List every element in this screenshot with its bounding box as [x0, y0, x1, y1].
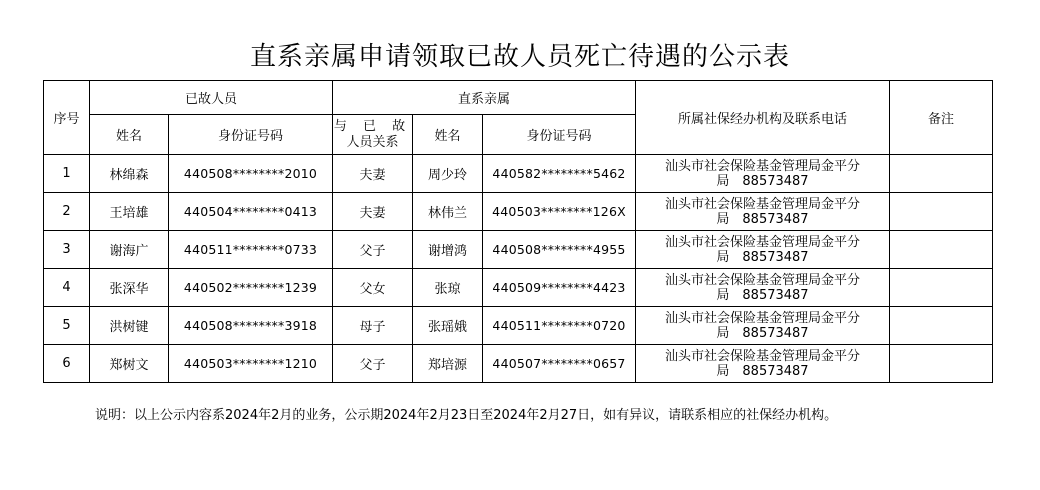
- cell-remark: [890, 155, 993, 193]
- cell-deceased-name: 林绵森: [90, 155, 169, 193]
- cell-relative-id: 440503********126X: [483, 193, 636, 231]
- table-row: [44, 193, 993, 231]
- cell-relation: 母子: [333, 307, 413, 345]
- cell-relation: 父女: [333, 269, 413, 307]
- header-relation: [333, 115, 413, 155]
- org-phone-line: 局 88573487: [716, 211, 809, 227]
- cell-relative-id: 440507********0657: [483, 345, 636, 383]
- org-phone-line: 局 88573487: [716, 363, 809, 379]
- table-row: [44, 231, 993, 269]
- cell-seq: 3: [44, 231, 90, 269]
- cell-relative-name: 张瑶娥: [413, 307, 483, 345]
- header-relative-id: 身份证号码: [483, 115, 636, 155]
- cell-deceased-name: 张深华: [90, 269, 169, 307]
- table-row: [44, 155, 993, 193]
- cell-org-phone: [636, 269, 890, 307]
- cell-remark: [890, 345, 993, 383]
- document-title: 直系亲属申请领取已故人员死亡待遇的公示表: [249, 42, 790, 72]
- cell-relative-name: 谢增鸿: [413, 231, 483, 269]
- cell-remark: [890, 231, 993, 269]
- cell-relative-name: 郑培源: [413, 345, 483, 383]
- cell-deceased-id: 440508********2010: [169, 155, 333, 193]
- org-name-line: 汕头市社会保险基金管理局金平分: [664, 196, 860, 212]
- cell-relation: 夫妻: [333, 193, 413, 231]
- cell-relative-id: 440508********4955: [483, 231, 636, 269]
- cell-relation: 父子: [333, 231, 413, 269]
- header-deceased-id: 身份证号码: [169, 115, 333, 155]
- header-org-phone: 所属社保经办机构及联系电话: [636, 81, 890, 155]
- table-row: [44, 307, 993, 345]
- cell-org-phone: [636, 193, 890, 231]
- org-name-line: 汕头市社会保险基金管理局金平分: [664, 158, 860, 174]
- cell-seq: 4: [44, 269, 90, 307]
- org-phone-line: 局 88573487: [716, 249, 809, 265]
- org-name-line: 汕头市社会保险基金管理局金平分: [664, 234, 860, 250]
- cell-deceased-id: 440511********0733: [169, 231, 333, 269]
- cell-deceased-name: 郑树文: [90, 345, 169, 383]
- cell-seq: 5: [44, 307, 90, 345]
- cell-relation: 夫妻: [333, 155, 413, 193]
- cell-relative-name: 林伟兰: [413, 193, 483, 231]
- header-relative-name: 姓名: [413, 115, 483, 155]
- header-row-1: [44, 81, 993, 115]
- cell-deceased-id: 440504********0413: [169, 193, 333, 231]
- org-phone-line: 局 88573487: [716, 287, 809, 303]
- org-phone-line: 局 88573487: [716, 325, 809, 341]
- cell-org-phone: [636, 307, 890, 345]
- org-name-line: 汕头市社会保险基金管理局金平分: [664, 272, 860, 288]
- header-deceased-group: 已故人员: [90, 81, 333, 115]
- cell-relative-id: 440509********4423: [483, 269, 636, 307]
- cell-deceased-name: 王培雄: [90, 193, 169, 231]
- cell-deceased-name: 洪树键: [90, 307, 169, 345]
- notice-table: [43, 80, 993, 383]
- cell-relative-name: 张琼: [413, 269, 483, 307]
- cell-seq: 6: [44, 345, 90, 383]
- footnote: 说明：以上公示内容系2024年2月的业务，公示期2024年2月23日至2024年2月27日，如有异议，请联系相应的社保经办机构。: [95, 408, 838, 423]
- cell-org-phone: [636, 155, 890, 193]
- table-row: [44, 345, 993, 383]
- cell-relative-name: 周少玲: [413, 155, 483, 193]
- cell-deceased-name: 谢海广: [90, 231, 169, 269]
- cell-seq: 2: [44, 193, 90, 231]
- cell-relative-id: 440511********0720: [483, 307, 636, 345]
- cell-remark: [890, 193, 993, 231]
- cell-remark: [890, 307, 993, 345]
- header-seq: 序号: [44, 81, 90, 155]
- header-relative-group: 直系亲属: [333, 81, 636, 115]
- org-name-line: 汕头市社会保险基金管理局金平分: [664, 310, 860, 326]
- cell-deceased-id: 440502********1239: [169, 269, 333, 307]
- cell-org-phone: [636, 345, 890, 383]
- table-row: [44, 269, 993, 307]
- org-phone-line: 局 88573487: [716, 173, 809, 189]
- cell-seq: 1: [44, 155, 90, 193]
- cell-deceased-id: 440503********1210: [169, 345, 333, 383]
- cell-remark: [890, 269, 993, 307]
- org-name-line: 汕头市社会保险基金管理局金平分: [664, 348, 860, 364]
- header-relation-line1: 与 已 故: [333, 118, 412, 134]
- cell-relative-id: 440582********5462: [483, 155, 636, 193]
- header-relation-line2: 人员关系: [346, 134, 399, 150]
- cell-relation: 父子: [333, 345, 413, 383]
- header-remark: 备注: [890, 81, 993, 155]
- header-deceased-name: 姓名: [90, 115, 169, 155]
- cell-org-phone: [636, 231, 890, 269]
- cell-deceased-id: 440508********3918: [169, 307, 333, 345]
